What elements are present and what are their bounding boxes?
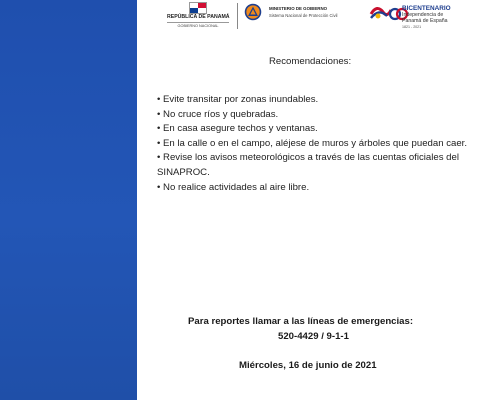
bicentennial-years: 1821 - 2021 <box>402 25 422 29</box>
bicentennial-line-1: Independencia de <box>402 12 444 18</box>
bicentennial-subtitle <box>402 12 448 24</box>
header-divider <box>237 3 238 29</box>
emergency-lines-label: Para reportes llamar a las líneas de emergencias: <box>188 316 414 327</box>
ministry-title: MINISTERIO DE GOBIERNO <box>269 6 328 11</box>
panama-title: REPÚBLICA DE PANAMÁ <box>167 14 230 20</box>
bulletin-date: Miércoles, 16 de junio de 2021 <box>239 360 377 371</box>
recommendations-list <box>157 93 487 195</box>
emergency-phone-numbers: 520-4429 / 9-1-1 <box>278 331 349 342</box>
left-blue-panel <box>0 0 137 400</box>
recommendation-item: • Evite transitar por zonas inundables. <box>157 94 319 105</box>
sinaproc-emblem-icon <box>244 3 262 21</box>
panama-flag-icon <box>189 2 207 14</box>
recommendation-item: • No cruce ríos y quebradas. <box>157 108 279 120</box>
bicentennial-line-2: Panamá de España <box>402 18 448 24</box>
recommendation-item: • Revise los avisos meteorológicos a través de las cuentas oficiales del SINAPROC. <box>157 152 459 178</box>
recommendation-item: • En la calle o en el campo, aléjese de muros y árboles que puedan caer. <box>157 137 468 149</box>
recommendation-item: • En casa asegure techos y ventanas. <box>157 123 318 135</box>
panama-subtitle: GOBIERNO NACIONAL <box>167 22 229 28</box>
ministry-subtitle: Sistema Nacional de Protección Civil <box>269 13 338 18</box>
bicentennial-title: BICENTENARIO <box>402 5 451 12</box>
recommendations-title: Recomendaciones: <box>269 56 352 67</box>
recommendation-item: • No realice actividades al aire libre. <box>157 181 310 193</box>
